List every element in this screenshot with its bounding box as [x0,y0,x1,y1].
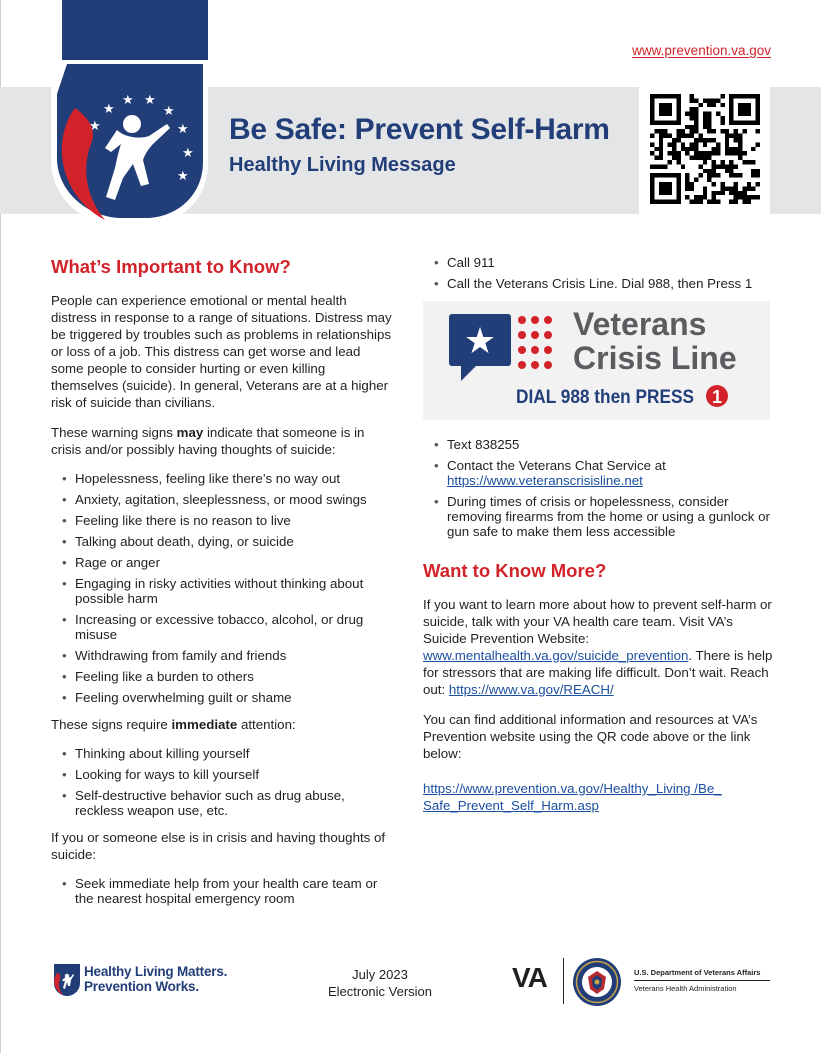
immediate-bold: immediate [171,717,238,732]
crisis-intro: If you or someone else is in crisis and having thoughts of suicide: [51,830,386,862]
svg-text:★: ★ [122,93,134,108]
more-paragraph-1 [423,596,778,698]
mental-health-link[interactable]: www.mentalhealth.va.gov/suicide_prevention [423,648,689,663]
logo-line-2: Prevention Works. [84,979,199,994]
chat-link[interactable]: https://www.veteranscrisisline.net [447,473,643,488]
dept-rule [634,980,770,981]
footer [0,955,821,1015]
list-item: • Feeling like a burden to others [62,669,396,684]
page-title: Be Safe: Prevent Self-Harm [229,113,610,146]
veterans-crisis-line-logo[interactable] [423,301,770,420]
firearms-step: • During times of crisis or hopelessness, consider removing firearms from the home or using a gunlock or gun safe to make them less accessible [434,494,778,539]
list-item: • Call 911 [434,255,778,270]
crisis-steps-list [51,876,396,906]
chat-step-label: Contact the Veterans Chat Service at [447,458,666,473]
list-item: • Self-destructive behavior such as drug abuse, reckless weapon use, etc. [62,788,396,818]
list-item: • Feeling like there is no reason to live [62,513,396,528]
immediate-signs-list [51,746,396,818]
list-item: • Anxiety, agitation, sleeplessness, or mood swings [62,492,396,507]
list-item: • Engaging in risky activities without thinking about possible harm [62,576,396,606]
list-item: • Hopelessness, feeling like there’s no way out [62,471,396,486]
healthy-living-logo-icon [52,964,82,996]
dept-admin: Veterans Health Administration [634,984,737,993]
svg-text:★: ★ [463,321,497,362]
immediate-intro [51,716,396,733]
qr-code[interactable] [639,86,770,214]
list-item: • Talking about death, dying, or suicide [62,534,396,549]
healthy-living-logo-text [84,964,227,994]
vcl-line2: Crisis Line [573,340,737,376]
intro-paragraph: People can experience emotional or mental health distress in response to a range of situations. Distress may be triggered by troubles such as problems in relationships or loss of a job. This distress can get worse and lead some people to consider hurting or even killing themselves (suicide). In general, Veterans are at a higher risk of suicide than civilians. [51,293,392,410]
warning-signs-intro [51,424,396,458]
svg-text:★: ★ [89,119,101,134]
svg-text:★: ★ [177,169,189,184]
prevention-page-link[interactable]: https://www.prevention.va.gov/Healthy_Living /Be_ Safe_Prevent_Self_Harm.asp [423,781,722,813]
vcl-line1: Veterans [573,306,707,342]
warning-bold: may [176,425,204,440]
svg-text:★: ★ [163,104,175,119]
warning-pre: These warning signs [51,425,177,440]
date-block [300,966,460,1000]
more-p1-mid: . There is help for stressors that are making life difficult. Don’t wait. Reach out: [423,648,773,697]
reach-link[interactable]: https://www.va.gov/REACH/ [448,682,614,697]
version-label: Electronic Version [327,984,433,999]
list-item: • Looking for ways to kill yourself [62,767,396,782]
more-link-paragraph [423,780,778,814]
immediate-pre: These signs require [51,717,172,732]
star-shield-logo [45,60,211,228]
top-url-link[interactable]: www.prevention.va.gov [632,43,771,58]
list-item: • Feeling overwhelming guilt or shame [62,690,396,705]
more-p1-pre: If you want to learn more about how to prevent self-harm or suicide, talk with your VA health care team. Visit VA’s Suicide Prevention Website: [423,597,772,646]
call-steps-list [423,255,778,291]
list-item: • Withdrawing from family and friends [62,648,396,663]
list-item: • Rage or anger [62,555,396,570]
publication-date: July 2023 [352,967,408,982]
page-subtitle: Healthy Living Message [229,154,456,176]
svg-text:★: ★ [177,122,189,137]
list-item: • Call the Veterans Crisis Line. Dial 988, then Press 1 [434,276,778,291]
section-heading-more: Want to Know More? [423,560,607,581]
list-item: • Increasing or excessive tobacco, alcohol, or drug misuse [62,612,396,642]
section-heading-important: What’s Important to Know? [51,256,291,277]
svg-text:★: ★ [103,102,115,117]
left-column [51,256,396,917]
warning-post: indicate that someone is in crisis and/or possibly having thoughts of suicide: [51,425,365,457]
contact-steps-list [423,437,778,539]
dept-name: U.S. Department of Veterans Affairs [634,968,761,977]
warning-signs-list [51,471,396,705]
chat-step [434,458,778,488]
logo-line-1: Healthy Living Matters. [84,964,228,979]
list-item: • Seek immediate help from your health care team or the nearest hospital emergency room [62,876,396,906]
vcl-press-number: 1 [711,387,723,407]
list-item: • Thinking about killing yourself [62,746,396,761]
svg-text:★: ★ [182,146,194,161]
svg-text:★: ★ [144,93,156,108]
more-paragraph-2: You can find additional information and resources at VA’s Prevention website using the QR code above or the link below: [423,712,758,761]
text-step: • Text 838255 [434,437,778,452]
right-column [423,256,778,827]
vcl-dial: DIAL 988 then PRESS [516,387,694,408]
va-letters-logo: VA [512,962,547,993]
va-divider [563,958,564,1004]
immediate-post: attention: [237,717,296,732]
va-seal-icon [572,957,622,1007]
